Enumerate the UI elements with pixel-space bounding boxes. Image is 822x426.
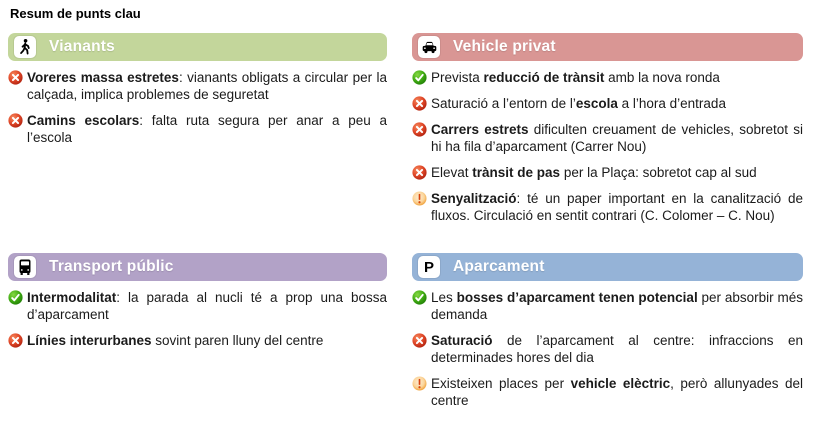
bus-icon [14,256,36,278]
section-vianants [8,33,387,146]
bullet-item-positive [412,289,803,323]
cross-icon [412,333,427,348]
section-title: Transport públic [49,258,174,275]
bullet-text: Prevista reducció de trànsit amb la nova ronda [431,70,720,85]
bullet-text: Les bosses d’aparcament tenen potencial per absorbir més demanda [431,290,803,322]
cross-icon [412,122,427,137]
bullet-text: Elevat trànsit de pas per la Plaça: sobretot cap al sud [431,165,757,180]
cross-icon [412,165,427,180]
bullet-text: Saturació de l’aparcament al centre: infraccions en determinades hores del dia [431,333,803,365]
cross-icon [8,70,23,85]
bullet-list [412,289,803,409]
bullet-item-warning [412,190,803,224]
bullet-list [412,69,803,224]
check-icon [412,290,427,305]
section-header-vianants [8,33,387,61]
bullet-text: Voreres massa estretes: vianants obligats a circular per la calçada, implica problemes de seguretat [27,70,388,102]
bullet-item-positive [412,69,803,86]
cross-icon [8,113,23,128]
warning-icon [412,376,427,391]
bullet-text: Senyalització: té un paper important en la canalització de fluxos. Circulació en sentit contrari (C. Colomer – C. Nou) [431,191,803,223]
bullet-item-negative [8,69,387,103]
parking-letter: P [423,258,434,276]
bullet-text: Carrers estrets dificulten creuament de vehicles, sobretot si hi ha fila d’aparcament (Carrer Nou) [431,122,804,154]
warning-icon [412,191,427,206]
bullet-list [8,289,387,349]
section-aparcament [412,253,803,409]
bullet-item-negative [8,112,387,146]
bullet-item-negative [412,164,803,181]
bullet-text: Camins escolars: falta ruta segura per anar a peu a l’escola [27,113,388,145]
section-title: Aparcament [453,258,545,275]
car-icon [418,36,440,58]
section-header-aparcament [412,253,803,281]
bullet-item-negative [412,95,803,112]
section-header-vehicle-privat [412,33,803,61]
cross-icon [412,96,427,111]
section-title: Vehicle privat [453,38,556,55]
check-icon [8,290,23,305]
bullet-text: Intermodalitat: la parada al nucli té a prop una bossa d’aparcament [27,290,387,322]
bullet-item-negative [412,332,803,366]
bullet-list [8,69,387,146]
bullet-item-negative [8,332,387,349]
parking-icon [418,256,440,278]
bullet-item-negative [412,121,803,155]
section-transport-public [8,253,387,349]
section-header-transport-public [8,253,387,281]
pedestrian-icon [14,36,36,58]
cross-icon [8,333,23,348]
page-title: Resum de punts clau [10,6,141,21]
bullet-item-positive [8,289,387,323]
check-icon [412,70,427,85]
bullet-item-warning [412,375,803,409]
section-title: Vianants [49,38,115,55]
bullet-text: Saturació a l’entorn de l’escola a l’hora d’entrada [431,96,726,111]
bullet-text: Existeixen places per vehicle elèctric, però allunyades del centre [431,376,803,408]
section-vehicle-privat [412,33,803,224]
bullet-text: Línies interurbanes sovint paren lluny del centre [27,333,324,348]
